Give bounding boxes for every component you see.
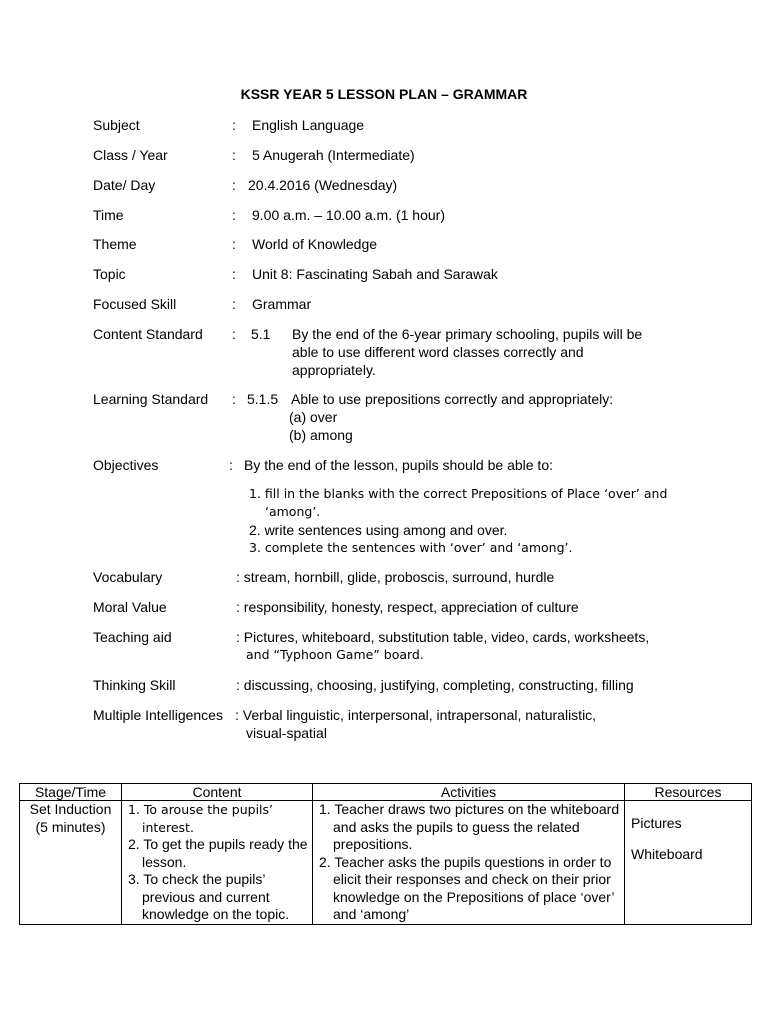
learning-standard-code: 5.1.5 xyxy=(247,391,279,407)
page-title: KSSR YEAR 5 LESSON PLAN – GRAMMAR xyxy=(240,86,528,102)
field-value: World of Knowledge xyxy=(252,236,378,252)
field-value: 20.4.2016 (Wednesday) xyxy=(248,177,398,193)
resource-item: Whiteboard xyxy=(631,845,703,862)
content-standard-code: 5.1 xyxy=(251,326,271,342)
column-header-resources: Resources xyxy=(625,784,752,801)
field-label: Thinking Skill xyxy=(93,677,176,693)
stage-time: (5 minutes) xyxy=(35,818,106,835)
objectives-intro: By the end of the lesson, pupils should be able to: xyxy=(244,457,553,473)
column-header-activities: Activities xyxy=(313,784,625,801)
content-standard-text xyxy=(292,325,642,379)
table-header-row xyxy=(20,784,752,801)
field-value: : responsibility, honesty, respect, appreciation of culture xyxy=(236,599,579,615)
text-line: able to use different word classes correctly and xyxy=(292,344,584,360)
objectives-list xyxy=(249,485,667,557)
field-value: Grammar xyxy=(252,296,312,312)
field-label: Time xyxy=(93,207,124,223)
field-value: : discussing, choosing, justifying, completing, constructing, filling xyxy=(236,677,634,693)
field-label: Topic xyxy=(93,266,126,282)
field-colon: : xyxy=(232,236,236,252)
list-item: 3. To check the pupils’ previous and current knowledge on the topic. xyxy=(128,871,290,922)
objective-item: 1. fill in the blanks with the correct Prepositions of Place ‘over’ and xyxy=(249,486,668,501)
field-label: Date/ Day xyxy=(93,177,156,193)
field-label: Objectives xyxy=(93,457,159,473)
field-label: Content Standard xyxy=(93,326,203,342)
field-label: Teaching aid xyxy=(93,629,172,645)
list-item: 2. Teacher asks the pupils questions in order to elicit their responses and check on their prior knowledge on the Prepositions of place ‘over’ and ‘among’ xyxy=(319,853,614,922)
field-label: Theme xyxy=(93,236,137,252)
text-line: and “Typhoon Game” board. xyxy=(246,647,424,662)
objective-item-continued: ‘among’. xyxy=(265,504,321,519)
field-value: Unit 8: Fascinating Sabah and Sarawak xyxy=(252,266,498,282)
field-value: 5 Anugerah (Intermediate) xyxy=(252,147,415,163)
field-label: Focused Skill xyxy=(93,296,177,312)
lesson-table xyxy=(19,783,752,925)
content-cell xyxy=(122,801,313,925)
field-label: Multiple Intelligences xyxy=(93,707,223,723)
resource-item: Pictures xyxy=(631,815,682,831)
field-value: English Language xyxy=(252,117,365,133)
objective-item: 2. write sentences using among and over. xyxy=(249,522,508,538)
field-value xyxy=(235,706,596,742)
field-label: Class / Year xyxy=(93,147,168,163)
list-item: (a) over xyxy=(289,409,338,425)
list-item: 2. To get the pupils ready the lesson. xyxy=(128,836,308,870)
field-colon: : xyxy=(232,117,236,133)
list-item: (b) among xyxy=(289,427,353,443)
field-colon: : xyxy=(232,177,236,193)
field-colon: : xyxy=(232,266,236,282)
field-colon: : xyxy=(232,207,236,223)
field-colon: : xyxy=(232,326,236,342)
objective-item: 3. complete the sentences with ‘over’ and ‘among’. xyxy=(249,540,573,555)
field-colon: : xyxy=(232,391,236,407)
table-row xyxy=(20,801,752,925)
column-header-content: Content xyxy=(122,784,313,801)
text-line: : Pictures, whiteboard, substitution table, video, cards, worksheets, xyxy=(236,629,650,645)
list-item: 1. Teacher draws two pictures on the whiteboard and asks the pupils to guess the related prepositions. xyxy=(319,801,620,852)
field-colon: : xyxy=(229,457,233,473)
activities-cell xyxy=(313,801,625,925)
field-label: Vocabulary xyxy=(93,569,163,585)
stage-name: Set Induction xyxy=(29,801,112,817)
resources-cell xyxy=(625,801,752,925)
stage-cell xyxy=(20,801,122,925)
text-line: visual-spatial xyxy=(246,725,327,741)
text-line: By the end of the 6-year primary schooling, pupils will be xyxy=(292,326,643,342)
field-label: Subject xyxy=(93,117,140,133)
text-line: : Verbal linguistic, interpersonal, intrapersonal, naturalistic, xyxy=(235,707,597,723)
field-label: Learning Standard xyxy=(93,391,209,407)
field-value: : stream, hornbill, glide, proboscis, surround, hurdle xyxy=(236,569,555,585)
field-value: 9.00 a.m. – 10.00 a.m. (1 hour) xyxy=(252,207,445,223)
learning-standard-items xyxy=(289,408,353,444)
field-colon: : xyxy=(232,147,236,163)
field-colon: : xyxy=(232,296,236,312)
column-header-stage: Stage/Time xyxy=(20,784,122,801)
text-line: appropriately. xyxy=(292,362,376,378)
field-value xyxy=(236,628,649,664)
field-label: Moral Value xyxy=(93,599,167,615)
list-item: 1. To arouse the pupils’ interest. xyxy=(128,802,274,835)
learning-standard-text: Able to use prepositions correctly and appropriately: xyxy=(291,391,614,407)
